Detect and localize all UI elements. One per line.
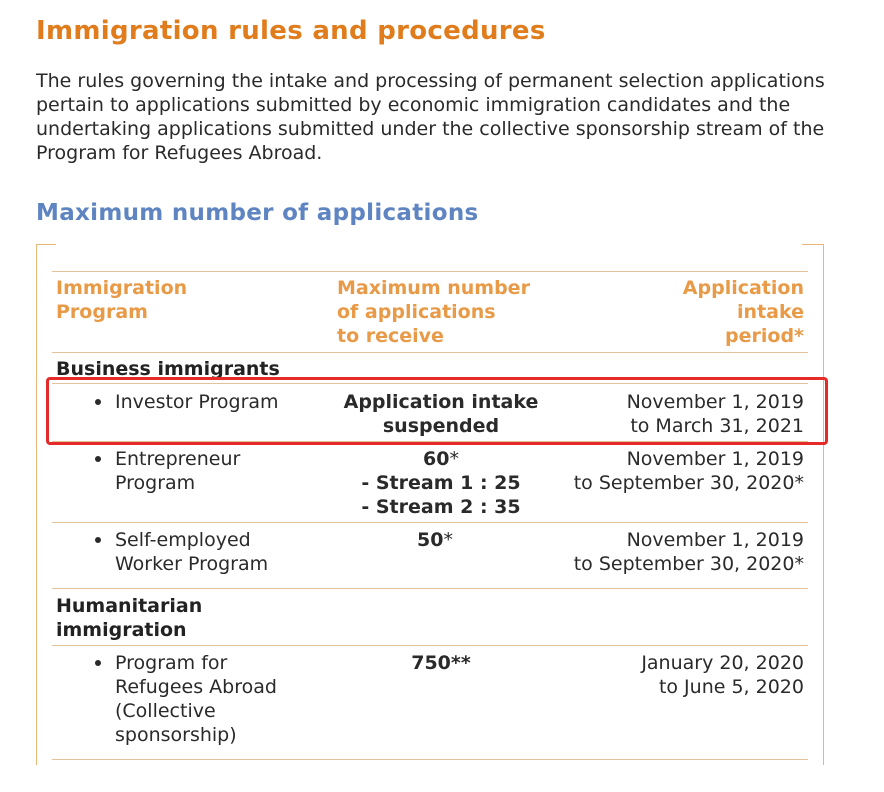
rule-top <box>52 271 808 272</box>
bullet-icon <box>95 456 101 462</box>
header-period: Application intake period* <box>682 277 804 347</box>
intro-paragraph: The rules governing the intake and processing of permanent selection applications pertain to applications submitted by economic immigration candidates and the undertaking applications submitted under the collective sponsorship stream of the Program for Refugees Abroad. <box>36 70 825 164</box>
refugees-period: January 20, 2020 to June 5, 2020 <box>641 652 804 698</box>
header-program: Immigration Program <box>56 277 188 323</box>
rule-bottom <box>52 759 808 760</box>
frame-gap <box>56 240 802 248</box>
investor-program: Investor Program <box>115 391 279 413</box>
bullet-icon <box>95 660 101 666</box>
page-title: Immigration rules and procedures <box>36 16 546 46</box>
entrepreneur-program: Entrepreneur Program <box>115 448 241 494</box>
rule-self-employed <box>52 588 808 589</box>
refugees-program: Program for Refugees Abroad (Collective sponsorship) <box>115 652 277 746</box>
group-humanitarian: Humanitarian immigration <box>56 595 203 641</box>
refugees-max: 750** <box>411 652 471 674</box>
investor-max: Application intake suspended <box>343 391 539 437</box>
rule-group-humanitarian <box>52 645 808 646</box>
bullet-icon <box>95 537 101 543</box>
self-employed-period: November 1, 2019 to September 30, 2020* <box>573 529 804 575</box>
rule-header <box>52 352 808 353</box>
entrepreneur-max: 60* - Stream 1 : 25 - Stream 2 : 35 <box>361 448 521 518</box>
entrepreneur-period: November 1, 2019 to September 30, 2020* <box>573 448 804 494</box>
investor-period: November 1, 2019 to March 31, 2021 <box>626 391 804 437</box>
self-employed-max: 50* <box>417 529 453 551</box>
highlight-box <box>46 377 828 445</box>
section-title: Maximum number of applications <box>36 200 479 226</box>
group-business: Business immigrants <box>56 358 280 380</box>
rule-entrepreneur <box>52 522 808 523</box>
header-max: Maximum number of applications to receive <box>337 277 530 347</box>
self-employed-program: Self-employed Worker Program <box>115 529 269 575</box>
